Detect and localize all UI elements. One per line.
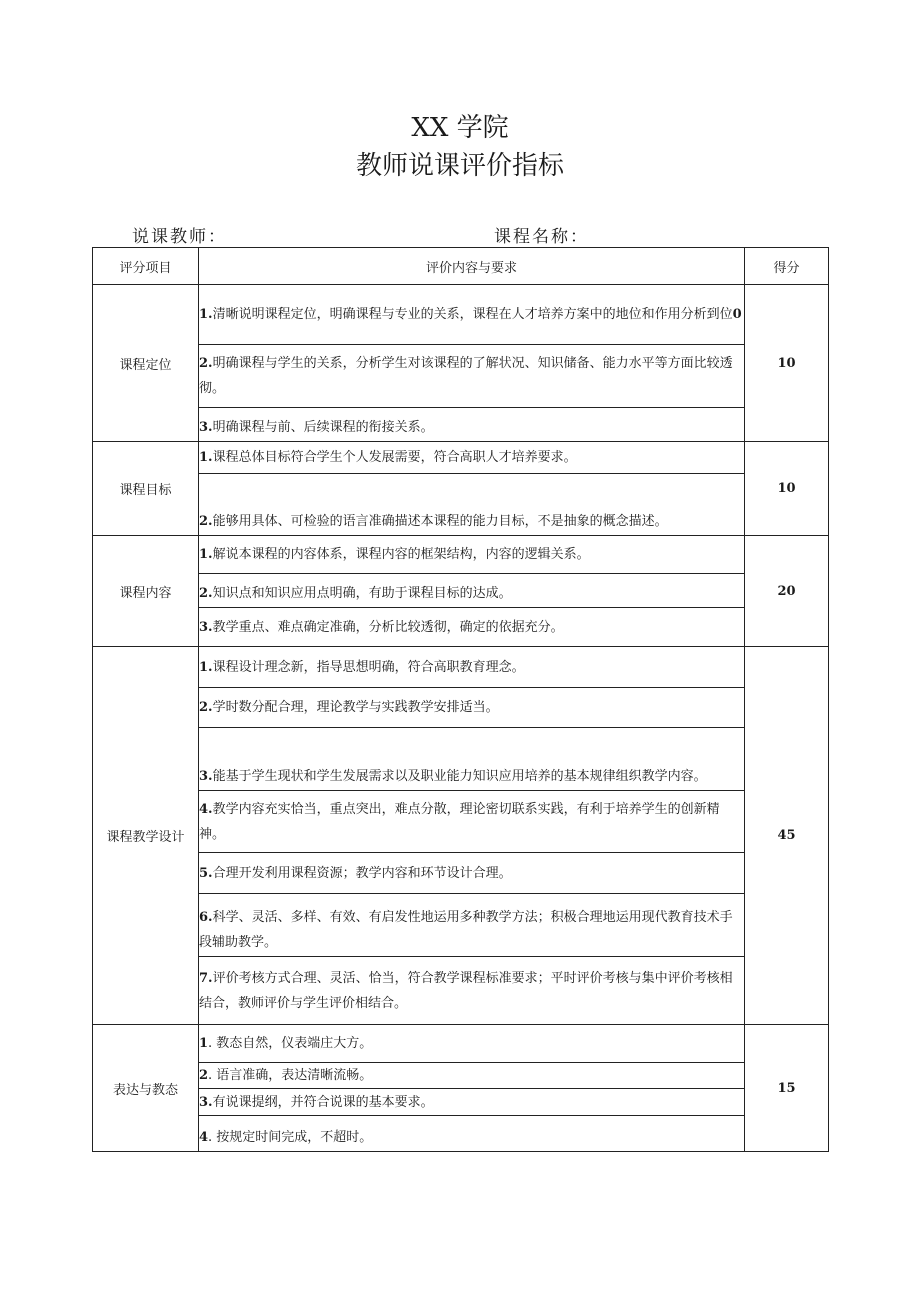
score-cell: 10: [745, 285, 829, 442]
criterion-cell: 2.明确课程与学生的关系，分析学生对该课程的了解状况、知识储备、能力水平等方面比较透彻。: [199, 345, 745, 408]
criterion-cell: 5.合理开发利用课程资源；教学内容和环节设计合理。: [199, 853, 745, 894]
criterion-cell: 1.课程设计理念新，指导思想明确，符合高职教育理念。: [199, 647, 745, 688]
criterion-cell: 3.能基于学生现状和学生发展需求以及职业能力知识应用培养的基本规律组织教学内容。: [199, 728, 745, 791]
criterion-cell: 2.能够用具体、可检验的语言准确描述本课程的能力目标，不是抽象的概念描述。: [199, 474, 745, 536]
category-cell: 表达与教态: [93, 1025, 199, 1152]
criterion-cell: 2. 语言准确，表达清晰流畅。: [199, 1063, 745, 1089]
score-cell: 20: [745, 536, 829, 647]
category-cell: 课程定位: [93, 285, 199, 442]
criterion-cell: 1. 教态自然，仪表端庄大方。: [199, 1025, 745, 1063]
category-cell: 课程内容: [93, 536, 199, 647]
table-row: [93, 442, 829, 474]
evaluation-table: [92, 247, 829, 1152]
table-row: [93, 474, 829, 536]
criterion-cell: 3.教学重点、难点确定准确，分析比较透彻，确定的依据充分。: [199, 608, 745, 647]
header-item: 评分项目: [93, 248, 199, 285]
category-cell: 课程目标: [93, 442, 199, 536]
institution-title: XX 学院: [411, 113, 509, 143]
criterion-cell: 3.明确课程与前、后续课程的衔接关系。: [199, 408, 745, 442]
criterion-cell: 7.评价考核方式合理、灵活、恰当，符合教学课程标准要求；平时评价考核与集中评价考核相结合，教师评价与学生评价相结合。: [199, 957, 745, 1025]
criterion-cell: 6.科学、灵活、多样、有效、有启发性地运用多种教学方法；积极合理地运用现代教育技术手段辅助教学。: [199, 894, 745, 957]
criterion-cell: 2.学时数分配合理，理论教学与实践教学安排适当。: [199, 688, 745, 728]
table-row: [93, 1116, 829, 1152]
criterion-cell: 1.课程总体目标符合学生个人发展需要，符合高职人才培养要求。: [199, 442, 745, 474]
criterion-suffix: 0: [732, 307, 742, 322]
table-row: [93, 408, 829, 442]
criterion-cell: 3.有说课提纲，并符合说课的基本要求。: [199, 1089, 745, 1116]
table-row: [93, 285, 829, 345]
table-row: [93, 574, 829, 608]
table-row: [93, 1089, 829, 1116]
table-row: [93, 688, 829, 728]
criterion-cell: 1.解说本课程的内容体系，课程内容的框架结构，内容的逻辑关系。: [199, 536, 745, 574]
table-row: [93, 894, 829, 957]
category-cell: 课程教学设计: [93, 647, 199, 1025]
table-row: [93, 647, 829, 688]
criterion-cell: 4. 按规定时间完成，不超时。: [199, 1116, 745, 1152]
table-row: [93, 345, 829, 408]
criterion-cell: 4.教学内容充实恰当，重点突出，难点分散，理论密切联系实践，有利于培养学生的创新精神。: [199, 791, 745, 853]
table-row: [93, 1063, 829, 1089]
table-row: [93, 791, 829, 853]
criterion-cell: 2.知识点和知识应用点明确，有助于课程目标的达成。: [199, 574, 745, 608]
table-header-row: [93, 248, 829, 285]
table-row: [93, 853, 829, 894]
score-cell: 10: [745, 442, 829, 536]
table-row: [93, 957, 829, 1025]
score-cell: 45: [745, 647, 829, 1025]
header-content: 评价内容与要求: [199, 248, 745, 285]
criterion-cell: 1.清晰说明课程定位，明确课程与专业的关系，课程在人才培养方案中的地位和作用分析到位0: [199, 285, 745, 345]
document-title: 教师说课评价指标: [355, 151, 564, 181]
score-cell: 15: [745, 1025, 829, 1152]
table-row: [93, 728, 829, 791]
teacher-label: 说课教师：: [132, 227, 227, 247]
table-row: [93, 1025, 829, 1063]
header-score: 得分: [745, 248, 829, 285]
table-row: [93, 608, 829, 647]
table-row: [93, 536, 829, 574]
course-name-label: 课程名称：: [494, 227, 589, 247]
